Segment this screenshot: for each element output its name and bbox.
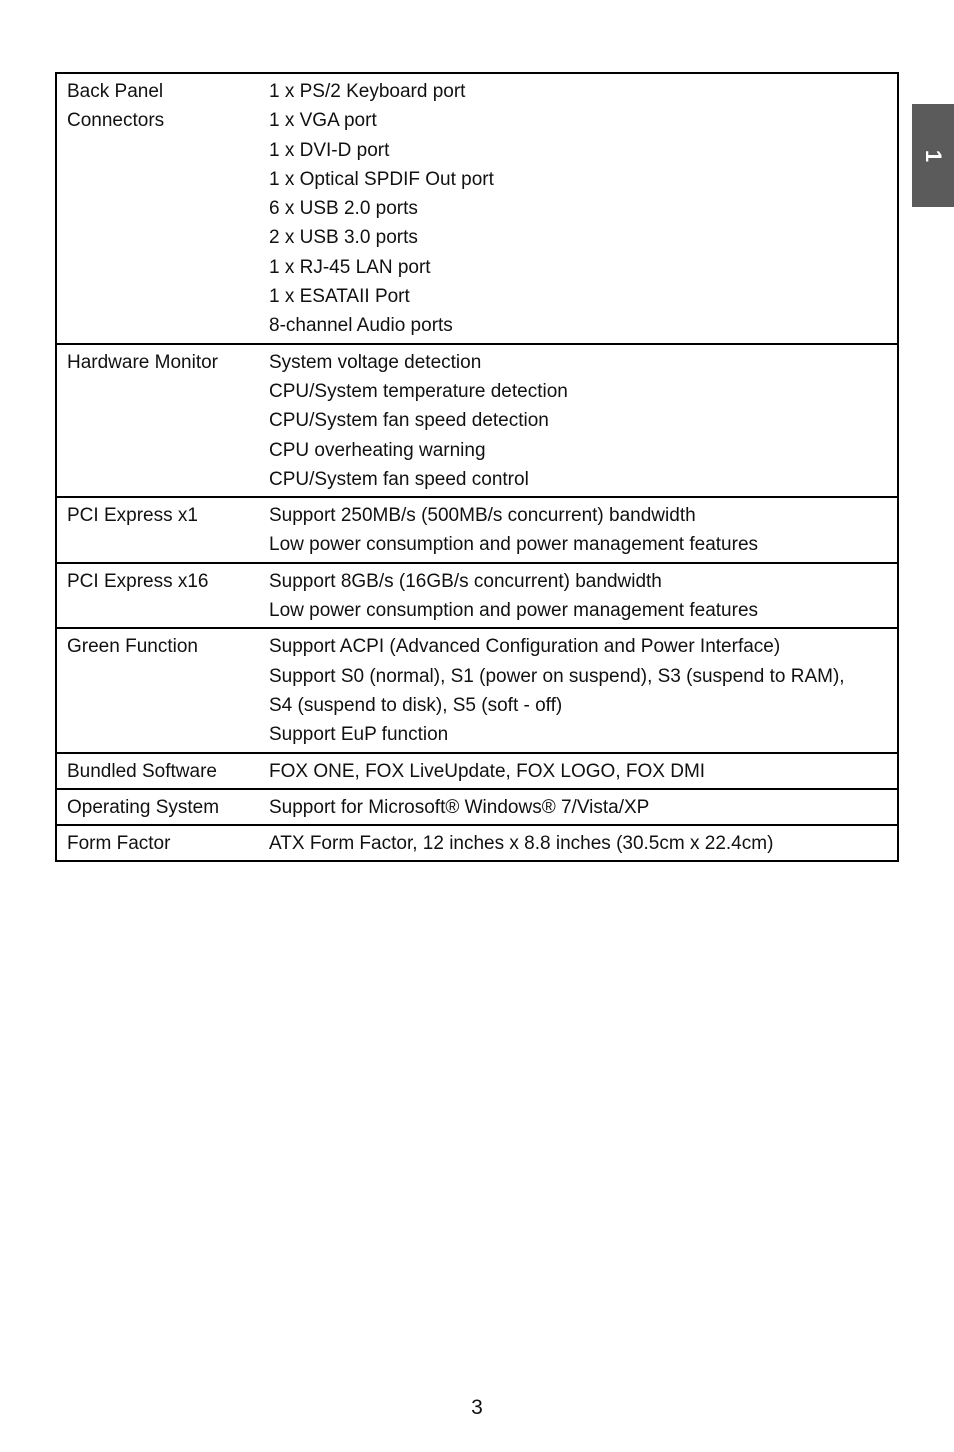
spec-value-line: Support ACPI (Advanced Configuration and Power Interface) (269, 636, 781, 658)
spec-value-line: S4 (suspend to disk), S5 (soft - off) (269, 694, 563, 716)
spec-row-operating-system (56, 789, 898, 825)
spec-label-cell (56, 789, 259, 825)
spec-value-line: Low power consumption and power management features (269, 600, 759, 622)
spec-value-line: 1 x VGA port (269, 110, 377, 132)
spec-value-line: Support 250MB/s (500MB/s concurrent) bandwidth (269, 505, 696, 527)
specification-table (55, 72, 899, 862)
spec-label: PCI Express x1 (67, 505, 198, 527)
spec-value-cell (259, 497, 898, 563)
spec-row-pci-express-x16 (56, 563, 898, 629)
chapter-tab (912, 104, 954, 207)
spec-value-line: 8-channel Audio ports (269, 315, 453, 337)
spec-value-line: 1 x DVI-D port (269, 139, 390, 161)
spec-value-line: Support S0 (normal), S1 (power on suspend), S3 (suspend to RAM), (269, 665, 845, 687)
spec-label: PCI Express x16 (67, 570, 209, 592)
page-number: 3 (471, 1396, 483, 1419)
spec-value-cell (259, 825, 898, 861)
spec-value-line: 1 x ESATAII Port (269, 286, 410, 308)
spec-value-cell (259, 73, 898, 344)
spec-row-back-panel-connectors (56, 73, 898, 344)
spec-value-line: Support EuP function (269, 724, 449, 746)
spec-value-line: CPU/System temperature detection (269, 380, 568, 402)
spec-value-line: CPU/System fan speed detection (269, 410, 549, 432)
chapter-number: 1 (921, 149, 946, 162)
spec-row-bundled-software (56, 753, 898, 789)
spec-value-line: System voltage detection (269, 351, 482, 373)
spec-value-line: CPU overheating warning (269, 439, 486, 461)
spec-label: Green Function (67, 636, 198, 658)
spec-value-cell (259, 344, 898, 497)
spec-value-line: CPU/System fan speed control (269, 468, 529, 490)
spec-label: Connectors (67, 110, 165, 132)
spec-value-line: Support 8GB/s (16GB/s concurrent) bandwidth (269, 570, 662, 592)
spec-value-cell (259, 628, 898, 752)
spec-value-cell (259, 753, 898, 789)
spec-value-line: 1 x PS/2 Keyboard port (269, 81, 466, 102)
spec-value-line: 2 x USB 3.0 ports (269, 227, 418, 249)
spec-value-cell (259, 789, 898, 825)
spec-value-cell (259, 563, 898, 629)
spec-value-line: 1 x RJ-45 LAN port (269, 256, 431, 278)
spec-label-cell (56, 497, 259, 563)
spec-row-form-factor (56, 825, 898, 861)
spec-label-cell (56, 825, 259, 861)
spec-label: Form Factor (67, 833, 171, 855)
spec-row-pci-express-x1 (56, 497, 898, 563)
spec-row-green-function (56, 628, 898, 752)
spec-label-cell (56, 73, 259, 344)
spec-value-line: Support for Microsoft® Windows® 7/Vista/XP (269, 796, 650, 818)
spec-label: Bundled Software (67, 760, 217, 782)
spec-label-cell (56, 344, 259, 497)
spec-label: Back Panel (67, 81, 164, 102)
spec-value-line: FOX ONE, FOX LiveUpdate, FOX LOGO, FOX DMI (269, 760, 706, 782)
spec-label: Operating System (67, 796, 220, 818)
spec-value-line: 1 x Optical SPDIF Out port (269, 168, 494, 190)
spec-value-line: Low power consumption and power management features (269, 534, 759, 556)
spec-label-cell (56, 563, 259, 629)
spec-label: Hardware Monitor (67, 351, 218, 373)
spec-label-cell (56, 753, 259, 789)
spec-value-line: 6 x USB 2.0 ports (269, 198, 418, 220)
spec-row-hardware-monitor (56, 344, 898, 497)
spec-value-line: ATX Form Factor, 12 inches x 8.8 inches (30.5cm x 22.4cm) (269, 833, 774, 855)
spec-label-cell (56, 628, 259, 752)
